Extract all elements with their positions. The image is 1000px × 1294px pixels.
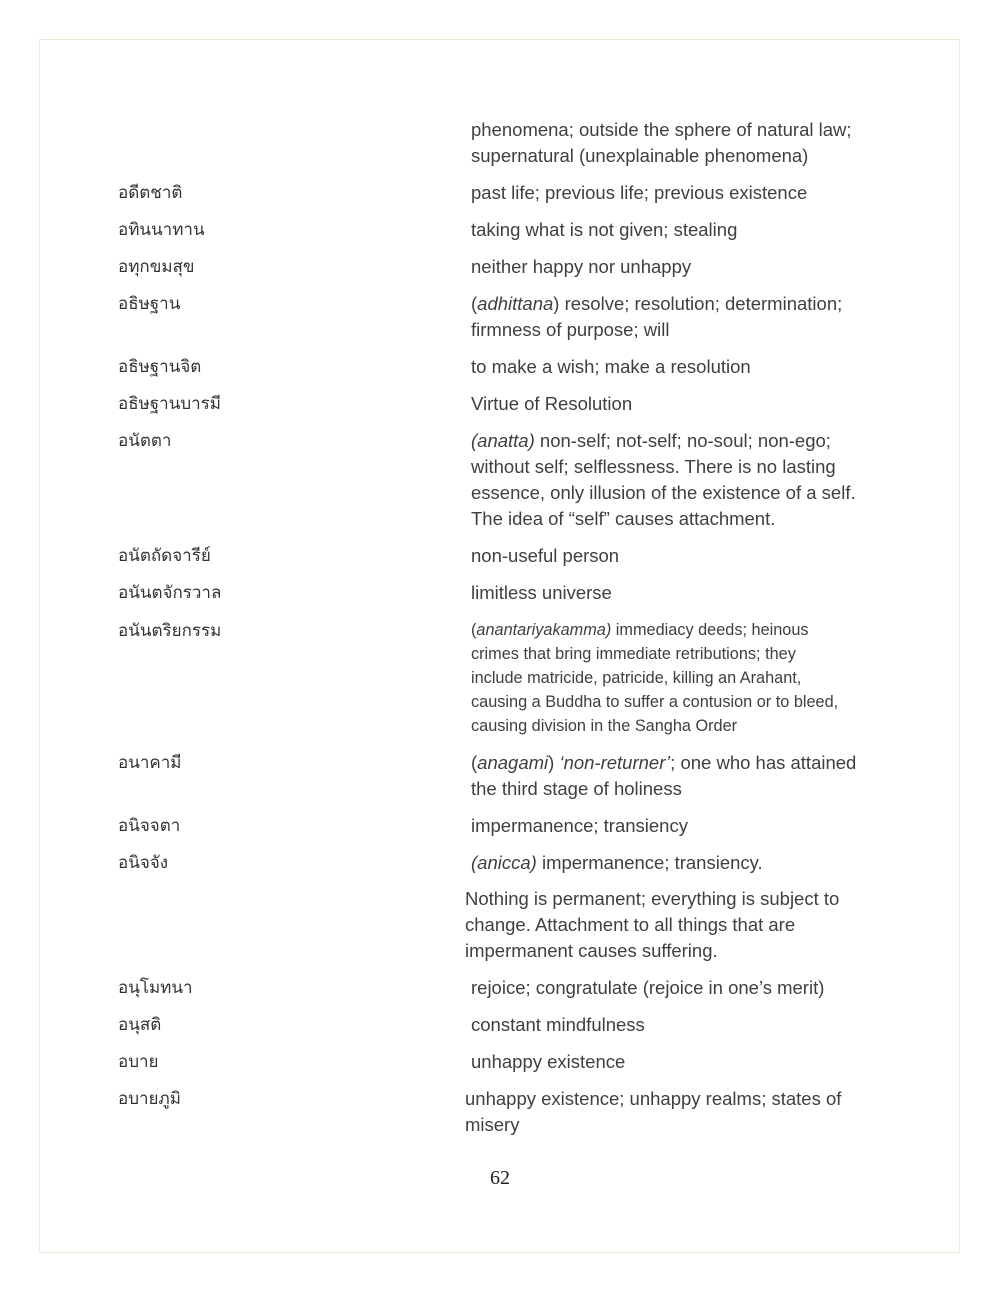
thai-term: อบาย <box>118 1052 159 1072</box>
thai-term: อนันตจักรวาล <box>118 583 222 603</box>
thai-term: อทุกขมสุข <box>118 257 195 277</box>
definition: past life; previous life; previous existence <box>471 182 808 203</box>
definition: unhappy existence <box>471 1051 626 1072</box>
definition-text: ; one who has attained the third stage of holiness <box>471 752 857 799</box>
definition-text: ( <box>471 293 478 314</box>
pali-term: adhittana <box>477 293 554 314</box>
thai-term: อนุสติ <box>118 1015 162 1035</box>
thai-term: อนันตริยกรรม <box>118 621 222 641</box>
definition: neither happy nor unhappy <box>471 256 692 277</box>
thai-term: อนาคามี <box>118 753 182 773</box>
definition: Virtue of Resolution <box>471 393 633 414</box>
pali-gloss: ‘non-returner’ <box>559 752 671 773</box>
definition-text: non-self; not-self; no-soul; non-ego; without self; selflessness. There is no lasting essence, only illusion of the existence of a self. The idea of “self” causes attachment. <box>471 430 856 529</box>
thai-term: อธิษฐาน <box>118 294 181 314</box>
definition: constant mindfulness <box>471 1014 645 1035</box>
thai-term: อนุโมทนา <box>118 978 193 998</box>
definition: Nothing is permanent; everything is subject to change. Attachment to all things that are impermanent causes suffering. <box>465 888 840 961</box>
definition: limitless universe <box>471 582 612 603</box>
thai-term: อทินนาทาน <box>118 220 205 240</box>
definition: non-useful person <box>471 545 620 566</box>
definition-text: immediacy deeds; heinous crimes that bring immediate retributions; they include matricide, patricide, killing an Arahant, causing a Buddha to suffer a contusion or to bleed, causing division in the Sangha Order <box>471 621 839 735</box>
thai-term: อธิษฐานบารมี <box>118 394 222 414</box>
definition-text: ( <box>471 621 477 639</box>
definition <box>471 291 891 343</box>
thai-term: อบายภูมิ <box>118 1089 181 1109</box>
pali-term: anantariyakamma) <box>476 621 612 639</box>
definition: rejoice; congratulate (rejoice in one’s merit) <box>471 977 825 998</box>
definition: unhappy existence; unhappy realms; states of misery <box>465 1088 842 1135</box>
definition <box>471 750 891 802</box>
definition-text: ( <box>471 752 478 773</box>
pali-term: (anicca) <box>471 852 537 873</box>
thai-term: อดีตชาติ <box>118 183 183 203</box>
thai-term: อนิจจตา <box>118 816 181 836</box>
thai-term: อนัตถัดจารีย์ <box>118 546 211 566</box>
pali-term: anagami <box>477 752 549 773</box>
definition: taking what is not given; stealing <box>471 219 738 240</box>
pali-term: (anatta) <box>471 430 535 451</box>
definition <box>471 618 891 738</box>
definition-text: ) <box>548 752 560 773</box>
thai-term: อธิษฐานจิต <box>118 357 202 377</box>
definition <box>471 428 891 532</box>
thai-term: อนัตตา <box>118 431 172 451</box>
definition-text: impermanence; transiency. <box>536 852 763 873</box>
definition: phenomena; outside the sphere of natural law; supernatural (unexplainable phenomena) <box>471 119 852 166</box>
definition-text: ) resolve; resolution; determination; firmness of purpose; will <box>471 293 843 340</box>
thai-term: อนิจจัง <box>118 853 169 873</box>
definition <box>471 850 891 876</box>
definition: impermanence; transiency <box>471 815 688 836</box>
definition: to make a wish; make a resolution <box>471 356 751 377</box>
page-number: 62 <box>490 1167 510 1189</box>
